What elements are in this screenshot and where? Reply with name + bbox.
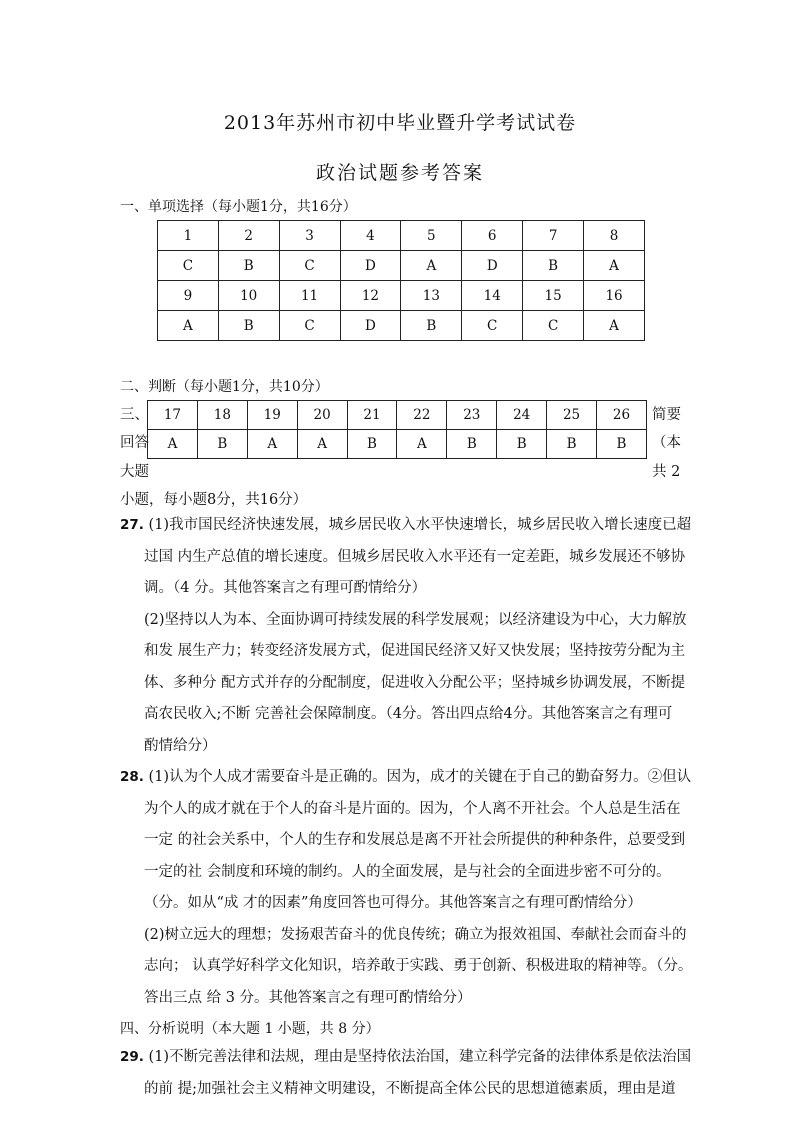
answer-line: 的前 提;加强社会主义精神文明建设，不断提高全体公民的思想道德素质，理由是道 xyxy=(144,1080,676,1097)
question-number: 16 xyxy=(584,281,645,311)
question-number: 3 xyxy=(279,221,340,251)
question-number: 7 xyxy=(523,221,584,251)
answer-cell: C xyxy=(158,251,219,281)
answer-line: （分。如从“成 才的因素”角度回答也可得分。其他答案言之有理可酌情给分） xyxy=(144,895,642,911)
section3-fragment: 大题 xyxy=(120,464,149,480)
section3-fragment: 回答 xyxy=(120,435,149,451)
question-number: 8 xyxy=(584,221,645,251)
table-row xyxy=(158,281,645,311)
table-row xyxy=(158,311,645,341)
answer-line: (1)认为个人成才需要奋斗是正确的。因为，成才的关键在于自己的勤奋努力。②但认 xyxy=(148,769,692,785)
question-number: 19 xyxy=(247,401,297,430)
question-number: 5 xyxy=(401,221,462,251)
answer-29 xyxy=(120,1042,692,1105)
answer-cell: B xyxy=(497,430,547,459)
answer-line: 调。（4 分。其他答案言之有理可酌情给分） xyxy=(144,580,427,596)
table-row xyxy=(158,221,645,251)
answer-line: (1)我市国民经济快速发展，城乡居民收入水平快速增长，城乡居民收入增长速度已超 xyxy=(148,517,692,533)
answer-cell: B xyxy=(523,251,584,281)
question-number: 12 xyxy=(340,281,401,311)
question-number: 26 xyxy=(597,401,647,430)
answer-cell: B xyxy=(547,430,597,459)
question-number: 14 xyxy=(462,281,523,311)
question-number: 2 xyxy=(218,221,279,251)
answer-cell: B xyxy=(197,430,247,459)
question-number: 6 xyxy=(462,221,523,251)
section2-heading: 二、判断（每小题1分，共10分） xyxy=(120,379,329,395)
question-number: 29. xyxy=(120,1049,144,1065)
question-number: 28. xyxy=(120,769,144,785)
answer-line: 一定 的社会关系中，个人的生存和发展总是离不开社会所提供的种种条件，总要受到 xyxy=(144,832,686,848)
question-number: 4 xyxy=(340,221,401,251)
answer-cell: A xyxy=(584,251,645,281)
answer-line: 一定的社 会制度和环境的制约。人的全面发展，是与社会的全面进步密不可分的。 xyxy=(144,863,671,880)
document-subtitle: 政治试题参考答案 xyxy=(315,162,484,184)
question-number: 11 xyxy=(279,281,340,311)
question-number: 10 xyxy=(218,281,279,311)
answer-line: 酌情给分） xyxy=(144,737,217,754)
question-number: 21 xyxy=(347,401,397,430)
answer-cell: A xyxy=(297,430,347,459)
answer-line: 答出三点 给 3 分。其他答案言之有理可酌情给分） xyxy=(144,989,472,1006)
question-number: 15 xyxy=(523,281,584,311)
question-number: 22 xyxy=(397,401,447,430)
answer-cell: A xyxy=(158,311,219,341)
answer-line: 和发 展生产力；转变经济发展方式，促进国民经济又好又快发展；坚持按劳分配为主 xyxy=(144,643,686,659)
answer-line: (2)树立远大的理想；发扬艰苦奋斗的优良传统；确立为报效祖国、奉献社会而奋斗的 xyxy=(144,926,687,943)
answer-cell: B xyxy=(447,430,497,459)
answer-line: 志向； 认真学好科学文化知识，培养敢于实践、勇于创新、积极进取的精神等。（分。 xyxy=(144,958,693,974)
answer-cell: B xyxy=(597,430,647,459)
table-row xyxy=(148,430,647,459)
answer-line: 高农民收入;不断 完善社会保障制度。（4分。答出四点给4分。其他答案言之有理可 xyxy=(144,706,673,722)
question-number: 9 xyxy=(158,281,219,311)
section1-heading: 一、单项选择（每小题1分，共16分） xyxy=(120,199,357,215)
answer-cell: B xyxy=(401,311,462,341)
answer-cell: C xyxy=(279,311,340,341)
question-number: 20 xyxy=(297,401,347,430)
judgment-answer-table xyxy=(147,400,647,459)
answer-cell: B xyxy=(347,430,397,459)
choice-answer-table xyxy=(157,220,645,341)
question-number: 13 xyxy=(401,281,462,311)
answer-27 xyxy=(120,510,692,762)
answer-cell: A xyxy=(148,430,198,459)
section4-heading: 四、分析说明（本大题 1 小题，共 8 分） xyxy=(120,1021,380,1037)
document-title: 2013年苏州市初中毕业暨升学考试试卷 xyxy=(223,112,577,134)
answer-cell: C xyxy=(523,311,584,341)
answer-cell: D xyxy=(462,251,523,281)
section3-fragment: 简要 xyxy=(652,407,681,423)
answer-cell: A xyxy=(584,311,645,341)
answer-line: (2)坚持以人为本、全面协调可持续发展的科学发展观；以经济建设为中心，大力解放 xyxy=(144,611,687,628)
answer-28 xyxy=(120,762,693,1014)
answer-line: 为个人的成才就在于个人的奋斗是片面的。因为，个人离不开社会。个人总是生活在 xyxy=(144,800,681,817)
answer-line: 过国 内生产总值的增长速度。但城乡居民收入水平还有一定差距，城乡发展还不够协 xyxy=(144,548,686,565)
question-number: 25 xyxy=(547,401,597,430)
table-row xyxy=(158,251,645,281)
answer-cell: C xyxy=(462,311,523,341)
answer-cell: D xyxy=(340,311,401,341)
answer-line: 体、多种分 配方式并存的分配制度，促进收入分配公平；坚持城乡协调发展，不断提 xyxy=(144,674,686,691)
question-number: 24 xyxy=(497,401,547,430)
answer-cell: A xyxy=(401,251,462,281)
answer-cell: A xyxy=(247,430,297,459)
section3-heading-continuation: 小题，每小题8分，共16分） xyxy=(120,492,308,508)
section3-fragment: （本 xyxy=(652,435,681,451)
question-number: 1 xyxy=(158,221,219,251)
table-row xyxy=(148,401,647,430)
answer-cell: C xyxy=(279,251,340,281)
section3-fragment: 三、 xyxy=(120,407,149,423)
answer-line: (1)不断完善法律和法规，理由是坚持依法治国，建立科学完备的法律体系是依法治国 xyxy=(148,1049,692,1065)
answer-cell: B xyxy=(218,251,279,281)
question-number: 27. xyxy=(120,517,144,533)
question-number: 23 xyxy=(447,401,497,430)
answer-cell: B xyxy=(218,311,279,341)
answer-cell: A xyxy=(397,430,447,459)
answer-cell: D xyxy=(340,251,401,281)
question-number: 17 xyxy=(148,401,198,430)
question-number: 18 xyxy=(197,401,247,430)
section3-fragment: 共 2 xyxy=(652,464,681,480)
